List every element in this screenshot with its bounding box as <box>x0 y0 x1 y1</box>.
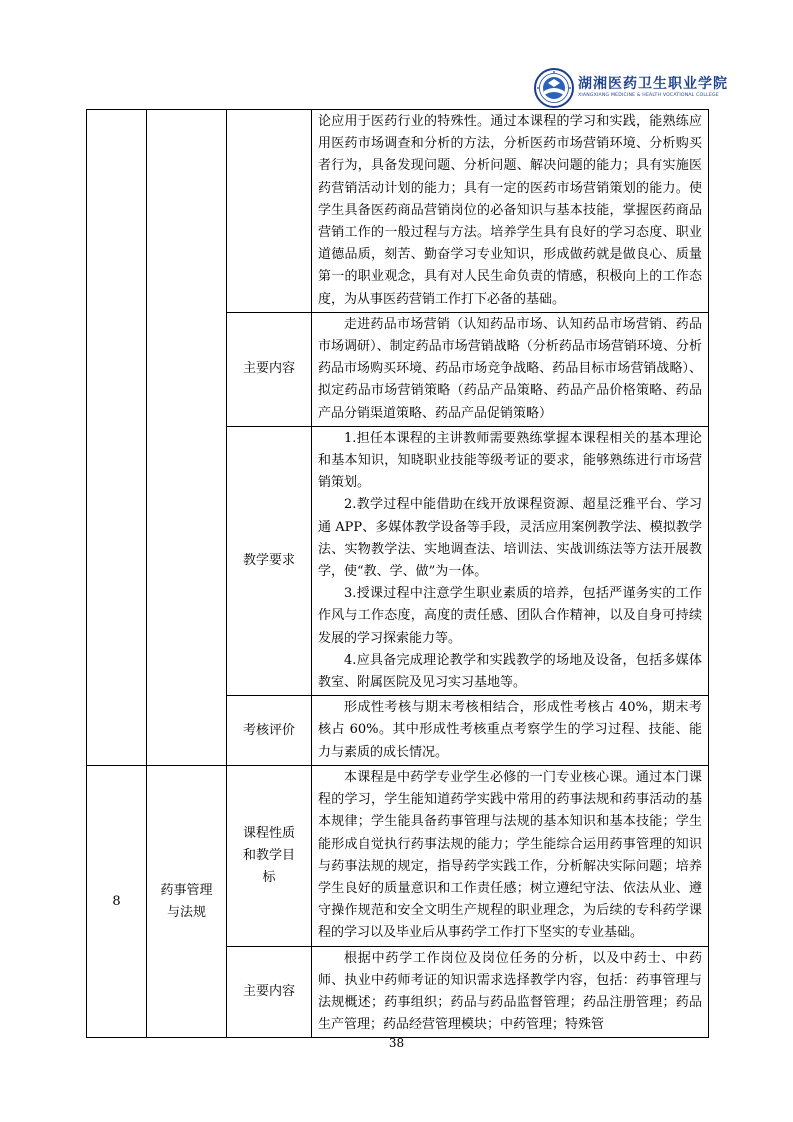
objective-label-cell-empty <box>227 110 312 313</box>
requirement-item: 4.应具备完成理论教学和实践教学的场地及设备，包括多媒体教室、附属医院及见习实习基地等。 <box>318 652 702 691</box>
objective-cell <box>312 110 709 313</box>
requirement-item: 3.授课过程中注意学生职业素质的培养，包括严谨务实的工作作风与工作态度，高度的责任感、团队合作精神，以及自身可持续发展的学习探索能力等。 <box>318 586 702 646</box>
course-number-cell <box>87 765 147 1037</box>
objective-text: 本课程是中药学专业学生必修的一门专业核心课。通过本门课程的学习，学生能知道药学实践中常用的药事法规和药事活动的基本规律；学生能具备药事管理与法规的基本知识和基本技能；学生能形成自觉执行药事法规的能力；学生能综合运用药事管理的知识与药事法规的规定，指导药学实践工作，分析解决实际问题；培养学生良好的质量意识和工作责任感；树立遵纪守法、依法从业、遵守操作规范和安全文明生产规程的职业理念，为后续的专科药学课程的学习以及毕业后从事药学工作打下坚实的专业基础。 <box>318 769 702 941</box>
objective-cell <box>312 765 709 946</box>
course-name-cell <box>147 765 227 1037</box>
requirements-label: 教学要求 <box>242 553 295 569</box>
objective-label: 课程性质和教学目标 <box>242 825 295 885</box>
college-logo <box>534 68 728 108</box>
evaluation-cell <box>312 696 709 766</box>
course-table <box>86 109 709 1038</box>
evaluation-text: 形成性考核与期末考核相结合，形成性考核占 40%，期末考核占 60%。其中形成性考核重点考察学生的学习过程、技能、能力与素质的成长情况。 <box>318 700 702 760</box>
content-cell <box>312 312 709 426</box>
table-row <box>87 110 709 313</box>
objective-text: 论应用于医药行业的特殊性。通过本课程的学习和实践，能熟练应用医药市场调查和分析的方法，分析医药市场营销环境、分析购买者行为，具备发现问题、分析问题、解决问题的能力；具有实施医药营销活动计划的能力；具有一定的医药市场营销策划的能力。使学生具备医药商品营销岗位的必备知识与基本技能，掌握医药商品营销工作的一般过程与方法。培养学生具有良好的学习态度、职业道德品质，刻苦、勤奋学习专业知识，形成做药就是做良心、质量第一的职业观念，具有对人民生命负责的情感，积极向上的工作态度，为从事医药营销工作打下必备的基础。 <box>318 114 702 307</box>
requirements-cell <box>312 426 709 695</box>
number-cell-empty <box>87 110 147 766</box>
college-seal-icon <box>534 68 574 108</box>
content-label: 主要内容 <box>242 361 295 377</box>
objective-label-cell <box>227 765 312 946</box>
evaluation-label: 考核评价 <box>242 722 295 738</box>
content-text: 走进药品市场营销（认知药品市场、认知药品市场营销、药品市场调研）、制定药品市场营销战略（分析药品市场营销环境、分析药品市场购买环境、药品市场竞争战略、药品目标市场营销战略）、拟定药品市场营销策略（药品产品策略、药品产品价格策略、药品产品分销渠道策略、药品产品促销策略） <box>318 316 702 421</box>
requirements-label-cell <box>227 426 312 695</box>
course-name-cell-empty <box>147 110 227 766</box>
logo-chinese-name: 湖湘医药卫生职业学院 <box>578 76 728 93</box>
course-name: 药事管理与法规 <box>160 882 213 920</box>
content-label-cell <box>227 946 312 1038</box>
table-row <box>87 765 709 946</box>
content-text: 根据中药学工作岗位及岗位任务的分析，以及中药士、中药师、执业中药师考证的知识需求选择教学内容，包括：药事管理与法规概述；药事组织；药品与药品监督管理；药品注册管理；药品生产管理；药品经营管理模块；中药管理；特殊管 <box>318 950 702 1033</box>
content-cell <box>312 946 709 1038</box>
content-label: 主要内容 <box>242 983 295 999</box>
requirement-item: 2.教学过程中能借助在线开放课程资源、超星泛雅平台、学习通 APP、多媒体教学设备等手段，灵活应用案例教学法、模拟教学法、实物教学法、实地调查法、培训法、实战训练法等方法开展教学，使“教、学、做”为一体。 <box>318 497 702 580</box>
requirement-item: 1.担任本课程的主讲教师需要熟练掌握本课程相关的基本理论和基本知识，知晓职业技能等级考证的要求，能够熟练进行市场营销策划。 <box>318 430 702 491</box>
logo-english-name: XIANGXIANG MEDICINE & HEALTH VOCATIONAL COLLEGE <box>578 93 719 99</box>
content-label-cell <box>227 312 312 426</box>
course-number: 8 <box>112 894 121 910</box>
page-number: 38 <box>388 1036 405 1050</box>
evaluation-label-cell <box>227 696 312 766</box>
